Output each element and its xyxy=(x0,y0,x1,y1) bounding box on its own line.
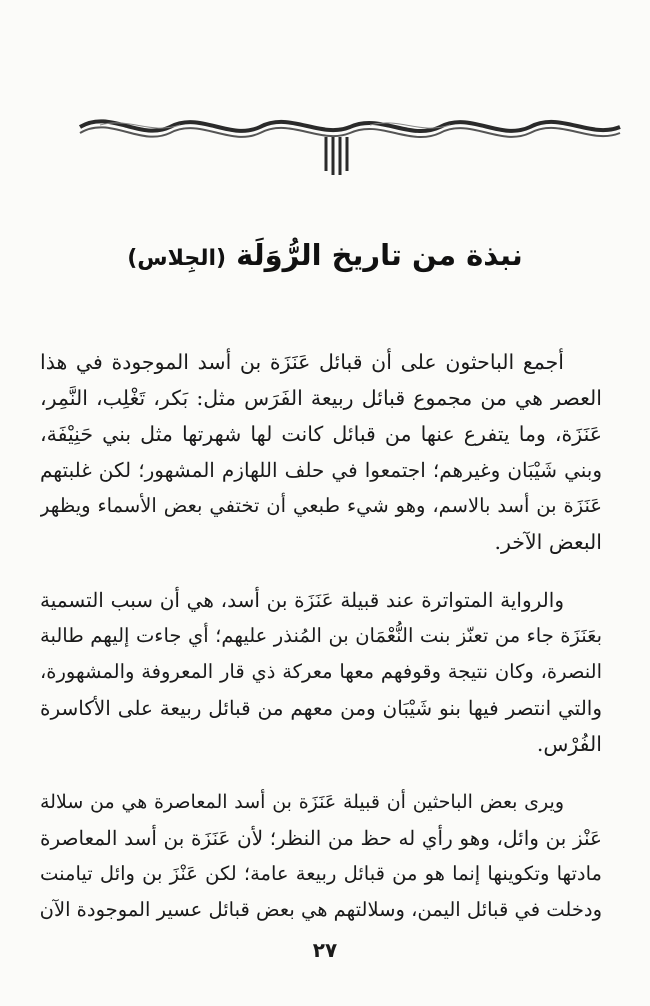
paragraph-3-line-4: ودخلت في قبائل اليمن، وسلالتهم هي بعض قبائل عسير الموجودة الآن xyxy=(40,898,602,921)
paragraph-1-line-1: أجمع الباحثون على أن قبائل عَنَزَة بن أسد الموجودة في هذا xyxy=(40,350,564,374)
page-title xyxy=(40,238,610,272)
paragraph-1-line-6: البعض الآخر. xyxy=(494,530,602,554)
paragraph-2-line-1: والرواية المتواترة عند قبيلة عَنَزَة بن أسد، هي أن سبب التسمية xyxy=(40,588,564,612)
page-number: ٢٧ xyxy=(312,938,338,962)
paragraph-1-line-5: عَنَزَة بن أسد بالاسم، وهو شيء طبعي أن تختفي بعض الأسماء ويظهر xyxy=(40,494,602,517)
title-parenthetical: (الجِلاس) xyxy=(127,246,227,271)
paragraph-1-line-4: وبني شَيْبَان وغيرهم؛ اجتمعوا في حلف اللهازم المشهور؛ لكن غلبتهم xyxy=(40,458,602,482)
paragraph-3-line-1: ويرى بعض الباحثين أن قبيلة عَنَزَة بن أسد المعاصرة هي من سلالة xyxy=(40,791,564,813)
wavy-ornament-divider xyxy=(70,105,630,185)
paragraph-2-line-3: النصرة، وكان نتيجة وقوفهم معها معركة ذي قار المعروفة والمشهورة، xyxy=(40,660,602,683)
paragraph-1-line-3: عَنَزَة، وما يتفرع عنها من قبائل كانت لها شهرتها مثل بني حَنِيْفَة، xyxy=(40,422,602,446)
paragraph-3-line-2: عَنْز بن وائل، وهو رأي له حظ من النظر؛ لأن عَنَزَة بن أسد المعاصرة xyxy=(40,826,602,850)
paragraph-2-line-4: والتي انتصر فيها بنو شَيْبَان ومن معهم من قبائل ربيعة على الأكاسرة xyxy=(40,696,602,720)
title-main: نبذة من تاريخ الرُّوَلَة xyxy=(236,238,523,272)
paragraph-2-line-5: الفُرْس. xyxy=(536,732,602,756)
paragraph-1-line-2: العصر هي من مجموع قبائل ربيعة الفَرَس مثل: بَكر، تَغْلِب، النَّمِر، xyxy=(40,386,602,410)
paragraph-2-line-2: بعَنَزَة جاء من تعنّز بنت النُّعْمَان بن المُنذر عليهم؛ أي جاءت إليهم طالبة xyxy=(40,624,602,647)
paragraph-3-line-3: مادتها وتكوينها إنما هو من قبائل ربيعة عامة؛ لكن عَنْزَ بن وائل تيامنت xyxy=(40,862,602,885)
